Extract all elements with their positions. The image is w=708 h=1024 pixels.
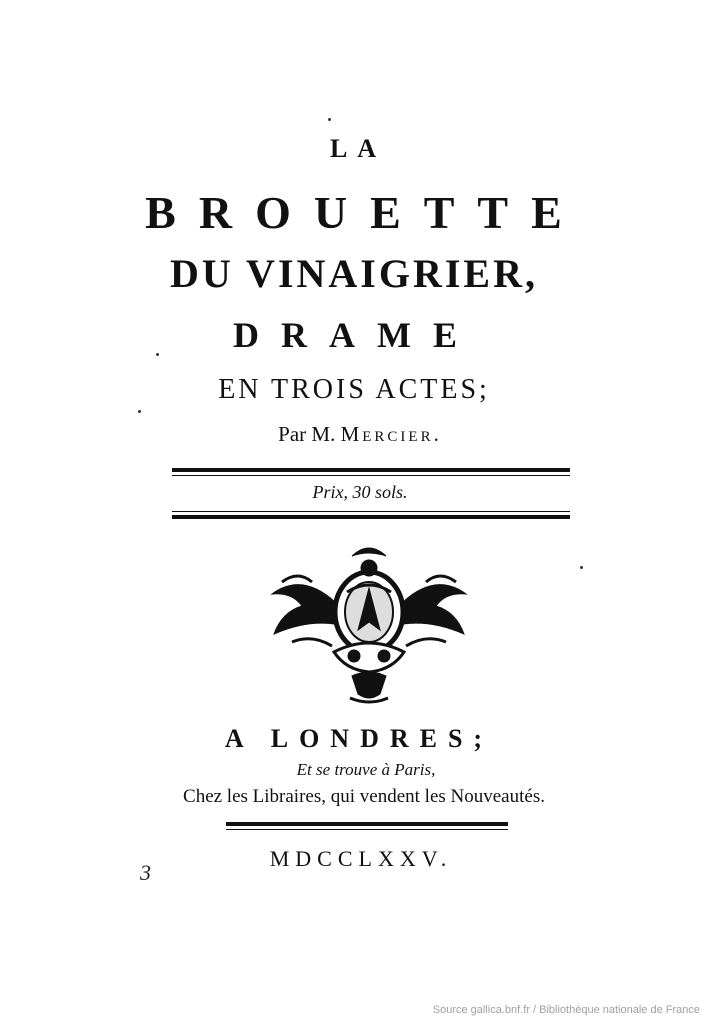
title-main: BROUETTE [145, 187, 585, 238]
author-prefix: Par M. [278, 422, 336, 446]
title-genre: DRAME [233, 315, 479, 355]
speck [156, 353, 159, 356]
rule-mid-thin [172, 511, 570, 512]
rule-bottom-thick [226, 822, 508, 826]
author-line [0, 422, 708, 447]
rule-mid-thick [172, 515, 570, 519]
speck [138, 410, 141, 413]
rule-top-thick [172, 468, 570, 472]
speck [328, 118, 331, 121]
handwritten-mark: 3 [140, 860, 151, 885]
rule-bottom-thin [226, 829, 508, 830]
imprint-booksellers: Chez les Libraires, qui vendent les Nouveautés. [183, 786, 545, 807]
rule-top-thin [172, 475, 570, 476]
imprint-place: A LONDRES; [224, 724, 494, 753]
source-credit: Source gallica.bnf.fr / Bibliothèque nationale de France [432, 1004, 700, 1016]
author-name: Mercier. [340, 422, 442, 446]
title-acts: EN TROIS ACTES; [218, 374, 490, 405]
speck [580, 566, 583, 569]
title-article: LA [329, 134, 387, 163]
imprint-paris: Et se trouve à Paris, [296, 760, 436, 779]
imprint-year: MDCCLXXV. [269, 846, 453, 871]
fleuron-ornament-icon [262, 542, 476, 704]
title-subtitle: DU VINAIGRIER, [170, 251, 538, 296]
price-line: Prix, 30 sols. [312, 482, 408, 502]
